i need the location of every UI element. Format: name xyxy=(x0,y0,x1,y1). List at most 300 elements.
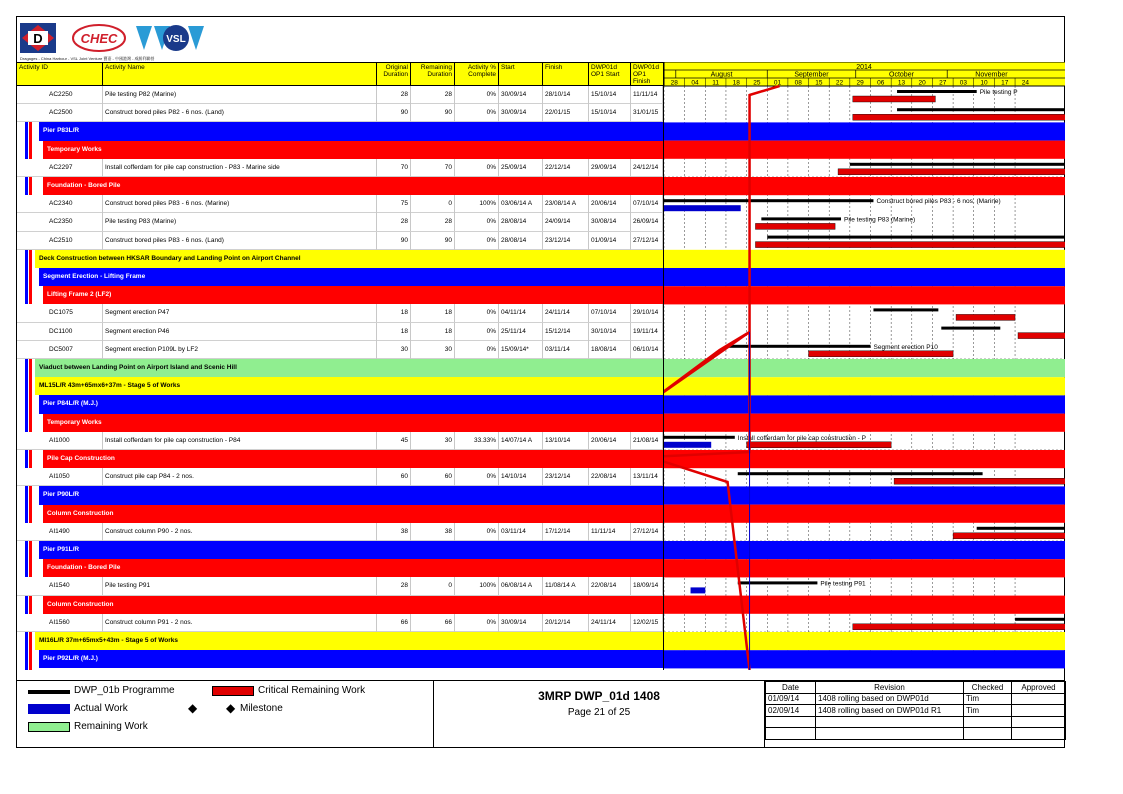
dwp-finish: 26/09/14 xyxy=(631,213,663,231)
percent-complete: 100% xyxy=(455,577,499,595)
percent-complete: 0% xyxy=(455,159,499,177)
week-label: 06 xyxy=(877,79,885,87)
rev-header-revision: Revision xyxy=(816,682,964,694)
dwp-finish: 19/11/14 xyxy=(631,323,663,341)
dwp-finish: 18/09/14 xyxy=(631,577,663,595)
activity-name: Construct column P90 - 2 nos. xyxy=(103,523,377,541)
dwp-start: 15/10/14 xyxy=(589,86,631,104)
activity-name: Install cofferdam for pile cap construction - P83 - Marine side xyxy=(103,159,377,177)
wbs-band-row xyxy=(17,541,663,559)
start-date: 30/09/14 xyxy=(499,104,543,122)
remaining-duration: 18 xyxy=(411,323,455,341)
wbs-band-label: Pier P91L/R xyxy=(39,541,663,559)
activity-id: AI1540 xyxy=(29,577,103,595)
wbs-band-label: Viaduct between Landing Point on Airport Island and Scenic Hill xyxy=(35,359,663,377)
gantt-band xyxy=(664,122,1065,140)
legend xyxy=(16,680,434,748)
percent-complete: 0% xyxy=(455,86,499,104)
wbs-band-row xyxy=(17,505,663,523)
vsl-logo-text: VSL xyxy=(166,34,186,45)
activity-id: AC2340 xyxy=(29,195,103,213)
programme-bar xyxy=(664,436,735,439)
remaining-duration: 60 xyxy=(411,468,455,486)
finish-date: 11/08/14 A xyxy=(543,577,589,595)
critical-bar xyxy=(853,96,936,102)
gantt-svg xyxy=(664,62,1065,670)
wbs-band-row xyxy=(17,377,663,395)
wbs-band-label: Temporary Works xyxy=(43,141,663,159)
actual-bar xyxy=(664,442,711,448)
activity-name: Pile testing P82 (Marine) xyxy=(103,86,377,104)
bar-label: Construct bored piles P83 - 6 nos. (Marine) xyxy=(876,198,1001,206)
table-row xyxy=(17,195,663,213)
programme-bar xyxy=(664,199,873,202)
document-title: 3MRP DWP_01d 1408 xyxy=(538,689,660,703)
original-duration: 38 xyxy=(377,523,411,541)
week-label: 13 xyxy=(897,79,906,87)
week-label: 10 xyxy=(980,79,988,87)
table-row xyxy=(17,468,663,486)
dragages-logo-letter: D xyxy=(33,31,43,46)
activity-id: AI1050 xyxy=(29,468,103,486)
activity-name: Segment erection P46 xyxy=(103,323,377,341)
start-date: 25/11/14 xyxy=(499,323,543,341)
activity-name: Construct pile cap P84 - 2 nos. xyxy=(103,468,377,486)
wbs-band-label: MI16L/R 37m+65mx5+43m - Stage 5 of Works xyxy=(35,632,663,650)
gantt-band xyxy=(664,177,1065,195)
original-duration: 28 xyxy=(377,577,411,595)
gantt-chart xyxy=(663,62,1065,670)
week-label: 15 xyxy=(815,79,823,87)
rev-checked xyxy=(964,728,1012,740)
dwp-start: 15/10/14 xyxy=(589,104,631,122)
percent-complete: 0% xyxy=(455,304,499,322)
critical-bar xyxy=(853,114,1065,120)
wbs-band-row xyxy=(17,122,663,140)
activity-name: Construct bored piles P83 - 6 nos. (Marine) xyxy=(103,195,377,213)
original-duration: 90 xyxy=(377,104,411,122)
week-label: 08 xyxy=(794,79,802,87)
programme-bar xyxy=(897,90,977,93)
original-duration: 28 xyxy=(377,213,411,231)
dwp-finish: 12/02/15 xyxy=(631,614,663,632)
dwp-start: 30/10/14 xyxy=(589,323,631,341)
actual-bar xyxy=(664,205,741,211)
start-date: 14/07/14 A xyxy=(499,432,543,450)
legend-programme-swatch xyxy=(28,690,70,694)
wbs-band-label: Foundation - Bored Pile xyxy=(43,177,663,195)
week-label: 01 xyxy=(773,79,782,87)
dwp-start: 20/06/14 xyxy=(589,195,631,213)
original-duration: 90 xyxy=(377,232,411,250)
gantt-band xyxy=(664,377,1065,395)
original-duration: 60 xyxy=(377,468,411,486)
finish-date: 13/10/14 xyxy=(543,432,589,450)
month-label: November xyxy=(975,71,1008,79)
critical-bar xyxy=(953,533,1065,539)
finish-date: 03/11/14 xyxy=(543,341,589,359)
percent-complete: 0% xyxy=(455,213,499,231)
start-date: 30/09/14 xyxy=(499,86,543,104)
gantt-band xyxy=(664,250,1065,268)
activity-id: AC2297 xyxy=(29,159,103,177)
activity-id: DC5007 xyxy=(29,341,103,359)
wbs-band-row xyxy=(17,559,663,577)
dwp-start: 07/10/14 xyxy=(589,304,631,322)
wbs-band-row xyxy=(17,141,663,159)
wbs-band-row xyxy=(17,250,663,268)
start-date: 28/08/14 xyxy=(499,232,543,250)
start-date: 28/08/14 xyxy=(499,213,543,231)
finish-date: 22/12/14 xyxy=(543,159,589,177)
rev-approved xyxy=(1012,693,1066,705)
dwp-start: 22/08/14 xyxy=(589,468,631,486)
bar-label: Pile testing P xyxy=(979,89,1018,96)
week-label: 17 xyxy=(1001,79,1009,87)
gantt-band xyxy=(664,359,1065,377)
col-activity-name: Activity Name xyxy=(103,63,377,87)
remaining-duration: 90 xyxy=(411,104,455,122)
activity-name: Construct bored piles P82 - 6 nos. (Land) xyxy=(103,104,377,122)
percent-complete: 0% xyxy=(455,323,499,341)
dwp-finish: 06/10/14 xyxy=(631,341,663,359)
vsl-logo xyxy=(136,22,206,54)
start-date: 15/09/14* xyxy=(499,341,543,359)
programme-bar xyxy=(897,108,1065,111)
activity-id: AC2250 xyxy=(29,86,103,104)
rev-text: 1408 rolling based on DWP01d R1 xyxy=(816,705,964,717)
start-date: 06/08/14 A xyxy=(499,577,543,595)
remaining-duration: 30 xyxy=(411,432,455,450)
original-duration: 18 xyxy=(377,323,411,341)
remaining-duration: 90 xyxy=(411,232,455,250)
gantt-band xyxy=(664,141,1065,159)
legend-remaining-label: Remaining Work xyxy=(74,721,148,732)
percent-complete: 0% xyxy=(455,232,499,250)
page-number: Page 21 of 25 xyxy=(567,707,631,718)
rev-checked: Tim xyxy=(964,693,1012,705)
finish-date: 15/12/14 xyxy=(543,323,589,341)
wbs-band-label: Column Construction xyxy=(43,505,663,523)
legend-actual-label: Actual Work xyxy=(74,703,128,714)
rev-checked xyxy=(964,716,1012,728)
start-date: 14/10/14 xyxy=(499,468,543,486)
dwp-finish: 27/12/14 xyxy=(631,523,663,541)
bar-label: Pile testing P83 (Marine) xyxy=(844,216,916,224)
finish-date: 22/01/15 xyxy=(543,104,589,122)
activity-name: Construct bored piles P83 - 6 nos. (Land) xyxy=(103,232,377,250)
start-date: 03/11/14 xyxy=(499,523,543,541)
dwp-finish: 31/01/15 xyxy=(631,104,663,122)
wbs-band-label: Lifting Frame 2 (LF2) xyxy=(43,286,663,304)
original-duration: 66 xyxy=(377,614,411,632)
week-label: 29 xyxy=(856,79,864,87)
activity-id: AC2500 xyxy=(29,104,103,122)
col-start: Start xyxy=(499,63,543,87)
bar-label: Install cofferdam for pile cap construction - P xyxy=(737,434,866,442)
percent-complete: 33.33% xyxy=(455,432,499,450)
rev-approved xyxy=(1012,716,1066,728)
table-row xyxy=(17,577,663,595)
wbs-band-row xyxy=(17,359,663,377)
legend-actual-swatch xyxy=(28,704,70,714)
activity-id: AC2350 xyxy=(29,213,103,231)
week-label: 27 xyxy=(939,79,947,87)
col-activity-id: Activity ID xyxy=(17,63,103,87)
rev-header-date: Date xyxy=(766,682,816,694)
wbs-band-label: Pier P92L/R (M.J.) xyxy=(39,650,663,668)
wbs-band-row xyxy=(17,450,663,468)
rev-approved xyxy=(1012,728,1066,740)
table-row xyxy=(17,159,663,177)
table-row xyxy=(17,304,663,322)
percent-complete: 0% xyxy=(455,614,499,632)
table-header xyxy=(17,62,663,86)
wbs-band-row xyxy=(17,650,663,668)
gantt-band xyxy=(664,286,1065,304)
wbs-band-label: Deck Construction between HKSAR Boundary and Landing Point on Airport Channel xyxy=(35,250,663,268)
rev-header-checked: Checked xyxy=(964,682,1012,694)
start-date: 25/09/14 xyxy=(499,159,543,177)
original-duration: 28 xyxy=(377,86,411,104)
week-label: 18 xyxy=(732,79,740,87)
critical-bar xyxy=(809,351,954,357)
programme-bar xyxy=(738,472,983,475)
rev-text xyxy=(816,728,964,740)
activity-id: AI1560 xyxy=(29,614,103,632)
finish-date: 17/12/14 xyxy=(543,523,589,541)
finish-date: 23/12/14 xyxy=(543,468,589,486)
gantt-band xyxy=(664,395,1065,413)
wbs-band-label: Temporary Works xyxy=(43,414,663,432)
activity-name: Pile testing P91 xyxy=(103,577,377,595)
dragages-logo xyxy=(20,23,56,53)
rev-approved xyxy=(1012,705,1066,717)
remaining-duration: 28 xyxy=(411,213,455,231)
wbs-band-label: Pier P84L/R (M.J.) xyxy=(39,395,663,413)
activity-id: AI1000 xyxy=(29,432,103,450)
col-dwp-start: DWP01d OP1 Start xyxy=(589,63,631,87)
original-duration: 45 xyxy=(377,432,411,450)
col-percent-complete: Activity % Complete xyxy=(455,63,499,87)
critical-bar xyxy=(1018,333,1065,339)
table-row xyxy=(17,341,663,359)
activity-table xyxy=(17,62,663,670)
col-finish: Finish xyxy=(543,63,589,87)
original-duration: 18 xyxy=(377,304,411,322)
wbs-band-label: Column Construction xyxy=(43,596,663,614)
week-label: 22 xyxy=(835,79,844,87)
original-duration: 30 xyxy=(377,341,411,359)
dwp-start: 24/11/14 xyxy=(589,614,631,632)
dwp-finish: 11/11/14 xyxy=(631,86,663,104)
wbs-band-label: ML15L/R 43m+65mx6+37m - Stage 5 of Works xyxy=(35,377,663,395)
week-label: 03 xyxy=(959,79,968,87)
remaining-duration: 0 xyxy=(411,577,455,595)
dwp-start: 11/11/14 xyxy=(589,523,631,541)
week-label: 11 xyxy=(712,79,719,87)
wbs-band-label: Pile Cap Construction xyxy=(43,450,663,468)
rev-date xyxy=(766,716,816,728)
col-remaining-duration: Remaining Duration xyxy=(411,63,455,87)
wbs-band-row xyxy=(17,268,663,286)
milestone-diamond-icon: ◆ xyxy=(188,701,198,715)
legend-milestone-label: Milestone xyxy=(240,703,283,714)
week-label: 28 xyxy=(670,79,678,87)
activity-id: AC2510 xyxy=(29,232,103,250)
legend-critical-swatch xyxy=(212,686,254,696)
remaining-duration: 18 xyxy=(411,304,455,322)
gantt-band xyxy=(664,559,1065,577)
wbs-band-label: Pier P83L/R xyxy=(39,122,663,140)
programme-bar xyxy=(941,327,1000,330)
wbs-band-row xyxy=(17,286,663,304)
programme-bar xyxy=(977,527,1065,530)
rev-checked: Tim xyxy=(964,705,1012,717)
activity-name: Segment erection P47 xyxy=(103,304,377,322)
dwp-finish: 13/11/14 xyxy=(631,468,663,486)
table-row xyxy=(17,213,663,231)
percent-complete: 0% xyxy=(455,468,499,486)
week-label: 24 xyxy=(1021,79,1029,87)
logo-caption: Dragages - China Harbour - VSL Joint Venture 寶嘉 - 中國港灣 - 威勝利聯營 xyxy=(20,56,155,61)
percent-complete: 0% xyxy=(455,104,499,122)
percent-complete: 0% xyxy=(455,523,499,541)
table-row xyxy=(17,86,663,104)
rev-date: 02/09/14 xyxy=(766,705,816,717)
col-original-duration: Original Duration xyxy=(377,63,411,87)
finish-date: 20/12/14 xyxy=(543,614,589,632)
activity-name: Pile testing P83 (Marine) xyxy=(103,213,377,231)
programme-bar xyxy=(726,345,871,348)
critical-bar xyxy=(755,242,1065,248)
gantt-band xyxy=(664,650,1065,668)
dwp-start: 18/08/14 xyxy=(589,341,631,359)
remaining-duration: 28 xyxy=(411,86,455,104)
programme-bar xyxy=(873,308,938,311)
finish-date: 23/08/14 A xyxy=(543,195,589,213)
gantt-band xyxy=(664,486,1065,504)
gantt-band xyxy=(664,632,1065,650)
dwp-start: 01/09/14 xyxy=(589,232,631,250)
gantt-band xyxy=(664,414,1065,432)
title-block xyxy=(434,680,764,748)
table-row xyxy=(17,232,663,250)
wbs-band-label: Pier P90L/R xyxy=(39,486,663,504)
wbs-band-row xyxy=(17,596,663,614)
finish-date: 23/12/14 xyxy=(543,232,589,250)
remaining-duration: 0 xyxy=(411,195,455,213)
wbs-band-label: Foundation - Bored Pile xyxy=(43,559,663,577)
table-row xyxy=(17,523,663,541)
bar-label: Pile testing P91 xyxy=(820,580,866,588)
critical-bar xyxy=(853,624,1065,630)
rev-header-approved: Approved xyxy=(1012,682,1066,694)
original-duration: 75 xyxy=(377,195,411,213)
rev-date xyxy=(766,728,816,740)
gantt-band xyxy=(664,596,1065,614)
percent-complete: 100% xyxy=(455,195,499,213)
table-row xyxy=(17,104,663,122)
wbs-band-row xyxy=(17,414,663,432)
activity-name: Segment erection P109L by LF2 xyxy=(103,341,377,359)
critical-bar xyxy=(838,169,1065,175)
legend-programme-label: DWP_01b Programme xyxy=(74,685,175,696)
table-row xyxy=(17,432,663,450)
month-label: September xyxy=(794,71,829,79)
chec-logo xyxy=(72,23,126,53)
programme-bar xyxy=(761,217,841,220)
week-label: 04 xyxy=(691,79,699,87)
wbs-band-row xyxy=(17,632,663,650)
wbs-band-row xyxy=(17,395,663,413)
gantt-band xyxy=(664,541,1065,559)
activity-name: Construct column P91 - 2 nos. xyxy=(103,614,377,632)
remaining-duration: 66 xyxy=(411,614,455,632)
remaining-duration: 70 xyxy=(411,159,455,177)
week-label: 25 xyxy=(753,79,761,87)
wbs-band-row xyxy=(17,486,663,504)
timescale-year: 2014 xyxy=(856,64,872,71)
actual-bar xyxy=(691,587,706,593)
dwp-start: 30/08/14 xyxy=(589,213,631,231)
dwp-finish: 07/10/14 xyxy=(631,195,663,213)
dwp-start: 20/06/14 xyxy=(589,432,631,450)
wbs-band-row xyxy=(17,177,663,195)
remaining-duration: 30 xyxy=(411,341,455,359)
programme-bar xyxy=(767,236,1065,239)
rev-text xyxy=(816,716,964,728)
dwp-finish: 21/08/14 xyxy=(631,432,663,450)
legend-remaining-swatch xyxy=(28,722,70,732)
milestone-diamond-icon-2: ◆ xyxy=(226,701,236,715)
dwp-finish: 29/10/14 xyxy=(631,304,663,322)
programme-bar xyxy=(850,163,1065,166)
finish-date: 24/09/14 xyxy=(543,213,589,231)
activity-id: AI1490 xyxy=(29,523,103,541)
start-date: 03/06/14 A xyxy=(499,195,543,213)
start-date: 30/09/14 xyxy=(499,614,543,632)
finish-date: 24/11/14 xyxy=(543,304,589,322)
dwp-finish: 27/12/14 xyxy=(631,232,663,250)
finish-date: 28/10/14 xyxy=(543,86,589,104)
rev-date: 01/09/14 xyxy=(766,693,816,705)
activity-id: DC1100 xyxy=(29,323,103,341)
bar-label: Segment erection P10 xyxy=(873,343,938,351)
activity-name: Install cofferdam for pile cap construction - P84 xyxy=(103,432,377,450)
revision-table xyxy=(764,680,1065,748)
month-label: October xyxy=(889,71,914,79)
company-logos xyxy=(20,20,280,62)
critical-bar xyxy=(956,314,1015,320)
col-dwp-finish: DWP01d OP1 Finish xyxy=(633,64,660,85)
rev-text: 1408 rolling based on DWP01d xyxy=(816,693,964,705)
start-date: 04/11/14 xyxy=(499,304,543,322)
month-label: August xyxy=(710,71,733,79)
table-row xyxy=(17,323,663,341)
dwp-start: 29/09/14 xyxy=(589,159,631,177)
chec-logo-text: CHEC xyxy=(80,31,118,46)
table-row xyxy=(17,614,663,632)
legend-critical-label: Critical Remaining Work xyxy=(258,685,366,696)
dwp-finish: 24/12/14 xyxy=(631,159,663,177)
programme-bar xyxy=(1015,618,1065,621)
original-duration: 70 xyxy=(377,159,411,177)
dwp-start: 22/08/14 xyxy=(589,577,631,595)
gantt-band xyxy=(664,505,1065,523)
week-label: 20 xyxy=(918,79,926,87)
critical-bar xyxy=(747,442,892,448)
